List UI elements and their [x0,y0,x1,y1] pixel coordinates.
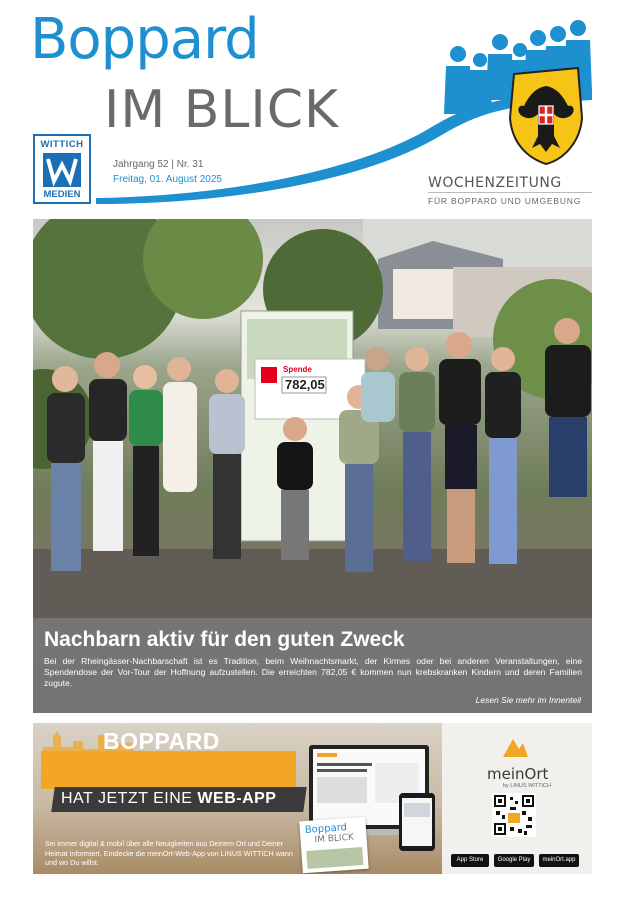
qr-code-icon[interactable] [492,793,536,837]
cover-photo [33,219,592,713]
mini-photo [306,847,363,869]
cover-caption [33,618,592,713]
title-im-blick: IM BLICK [104,80,340,140]
cover-headline: Nachbarn aktiv für den guten Zweck [44,628,405,651]
ad-body-text: Sei immer digital & mobil über alle Neuigkeiten aus Deinem Ort und Deiner Heimat informiert. Entdecke die meinOrt-Web-App von LINUS WITTICH wann und wo Du willst. [45,839,293,867]
ad-banner-title: BOPPARD [103,728,220,754]
wittich-medien-logo [33,134,91,204]
logo-bottom-text: MEDIEN [43,189,81,200]
ad-strip-text-b: WEB-APP [197,790,277,807]
read-more-link[interactable]: Lesen Sie mehr im Innenteil [475,695,581,705]
issue-number: Jahrgang 52 | Nr. 31 [113,159,204,170]
wochenzeitung-subtitle: FÜR BOPPARD UND UMGEBUNG [428,196,582,206]
check-label: Spende [283,365,312,374]
logo-top-text: WITTICH [40,139,84,150]
wochenzeitung-label: WOCHENZEITUNG [428,175,562,191]
title-boppard: Boppard [30,7,259,72]
mini-title-b: IM BLICK [314,832,355,846]
mini-title-a: Boppard [304,822,348,836]
boppard-banner [41,751,296,789]
ad-strip-text [61,790,276,808]
divider [428,192,592,193]
logo-mark [43,153,81,187]
masthead [0,0,625,215]
google-play-badge[interactable]: Google Play [494,854,534,867]
check-amount: 782,05 [285,377,325,392]
mini-newspaper-thumbnail [299,817,368,873]
app-store-badge[interactable]: App Store [451,854,489,867]
meinort-logo-icon [501,735,529,759]
meinort-advertisement[interactable] [33,723,592,874]
meinort-logo-sub: by LINUS WITTICH [503,783,551,789]
cover-lead: Bei der Rheingässer-Nachbarschaft ist es Tradition, beim Weihnachtsmarkt, der Kirmes oder bei anderen Veranstaltungen, eine Spendendose der Vor-Tour der Hoffnung aufzustellen. Die erreichten 782,05 € kommen nun krebskranken Kindern und deren Familien zugute. [44,656,582,688]
issue-date: Freitag, 01. August 2025 [113,174,222,185]
meinort-logo: meinOrt [487,765,549,783]
boppard-coat-of-arms [504,66,588,166]
meinort-app-badge[interactable]: meinOrt.app [539,854,579,867]
ad-strip-text-a: HAT JETZT EINE [61,790,193,807]
